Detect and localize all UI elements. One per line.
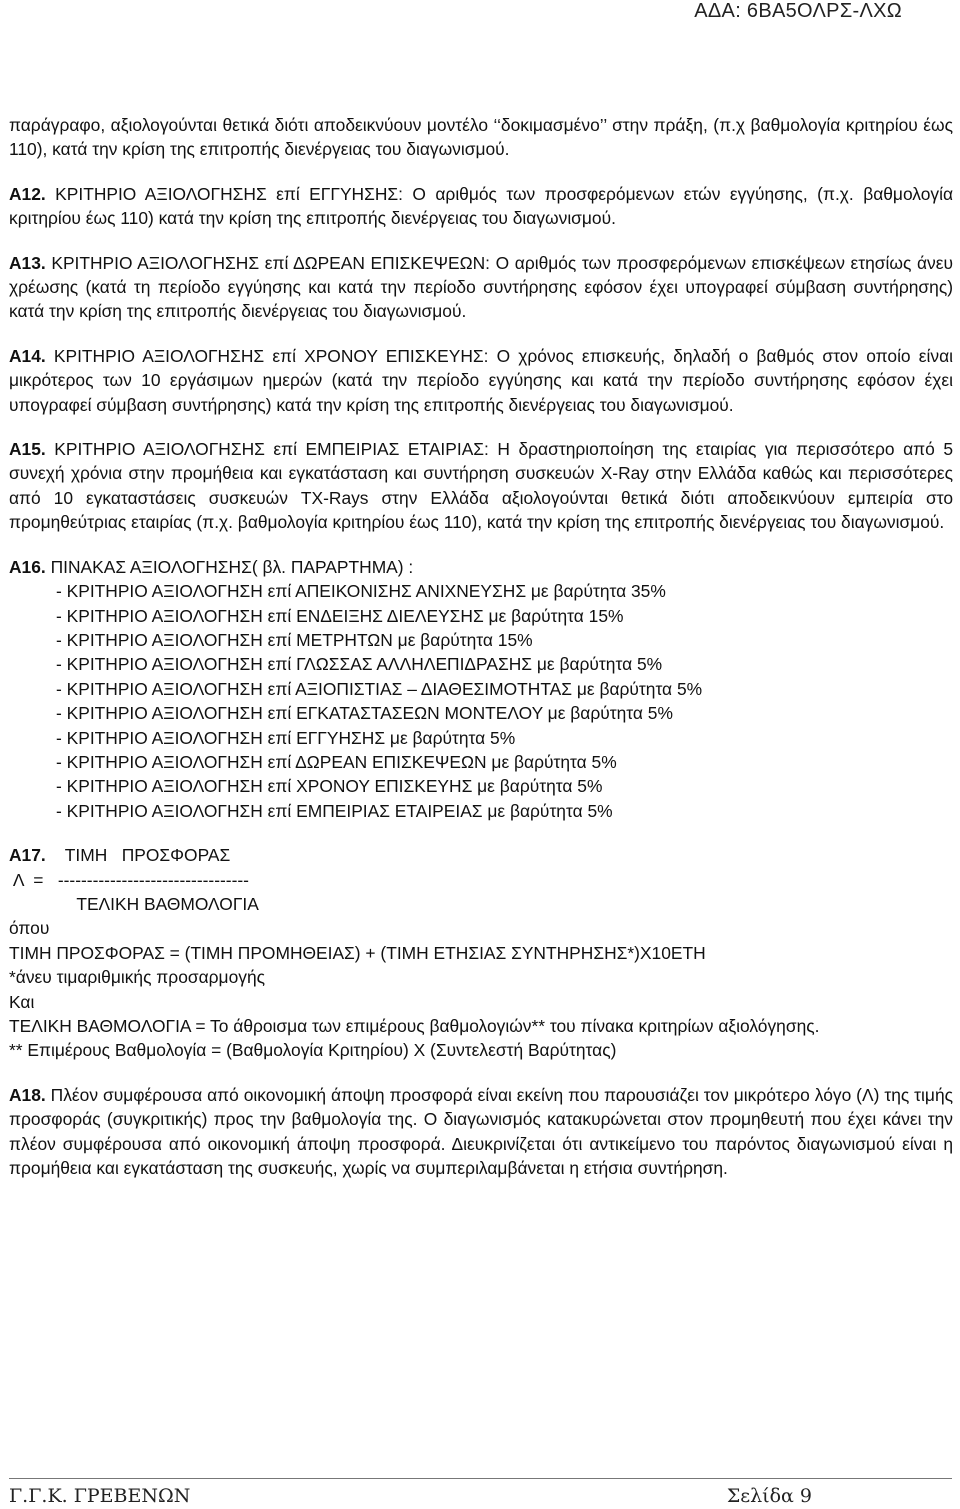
section-label: Α17.: [9, 845, 46, 866]
list-item: - ΚΡΙΤΗΡΙΟ ΑΞΙΟΛΟΓΗΣΗ επί ΓΛΩΣΣΑΣ ΑΛΛΗΛΕΠΙΔΡΑΣΗΣ με βαρύτητα 5%: [56, 654, 663, 675]
list-item: - ΚΡΙΤΗΡΙΟ ΑΞΙΟΛΟΓΗΣΗ επί ΕΓΚΑΤΑΣΤΑΣΕΩΝ ΜΟΝΤΕΛΟΥ με βαρύτητα 5%: [56, 703, 673, 724]
footnote-double-star: ** Επιμέρους Βαθμολογία = (Βαθμολογία Κριτηρίου) Χ (Συντελεστή Βαρύτητας): [9, 1040, 617, 1061]
section-label: Α15.: [9, 439, 46, 460]
section-a12: [9, 182, 953, 231]
section-label: Α18.: [9, 1084, 46, 1105]
document-body: [9, 113, 953, 1180]
section-a16-title: [9, 555, 953, 579]
list-item: - ΚΡΙΤΗΡΙΟ ΑΞΙΟΛΟΓΗΣΗ επί ΜΕΤΡΗΤΩΝ με βαρύτητα 15%: [56, 629, 533, 650]
criteria-list: [9, 579, 953, 823]
ada-code: ΑΔΑ: 6ΒΑ5ΟΛΡΣ-ΛΧΩ: [694, 0, 902, 22]
formula-fraction-line: Λ = ---------------------------------: [9, 869, 249, 890]
list-item: - ΚΡΙΤΗΡΙΟ ΑΞΙΟΛΟΓΗΣΗ επί ΑΞΙΟΠΙΣΤΙΑΣ – ΔΙΑΘΕΣΙΜΟΤΗΤΑΣ με βαρύτητα 5%: [56, 678, 703, 699]
footer-divider: [9, 1478, 952, 1479]
formula-numerator: ΤΙΜΗ ΠΡΟΣΦΟΡΑΣ: [45, 845, 231, 866]
section-a14: [9, 344, 953, 417]
section-a18: [9, 1083, 953, 1181]
page-number: Σελίδα 9: [726, 1485, 812, 1507]
opou-text: όπου: [9, 918, 50, 939]
section-text: Πλέον συμφέρουσα από οικονομική άποψη προσφορά είναι εκείνη που παρουσιάζει τον μικρότερο λόγο (Λ) της τιμής προσφοράς (συγκριτικής) προς την βαθμολογία της. Ο διαγωνισμός κατακυρώνεται στον προμηθευτή που έχει κάνει την πλέον συμφέρουσα από οικονομική άποψη προσφορά. Διευκρινίζεται ότι αντικείμενο του παρόντος διαγωνισμού είναι η προμήθεια και εγκατάσταση της συσκευής, χωρίς να συμπεριλαμβάνεται η ετήσια συντήρηση.: [9, 1084, 953, 1179]
kai-text: Και: [9, 991, 35, 1012]
final-score-definition: ΤΕΛΙΚΗ ΒΑΘΜΟΛΟΓΙΑ = Το άθροισμα των επιμέρους βαθμολογιών** του πίνακα κριτηρίων αξιολόγησης.: [9, 1016, 820, 1036]
section-text: ΚΡΙΤΗΡΙΟ ΑΞΙΟΛΟΓΗΣΗΣ επί ΕΜΠΕΙΡΙΑΣ ΕΤΑΙΡΙΑΣ: Η δραστηριοποίηση της εταιρίας για περισσότερο από 5 συνεχή χρόνια στην προμήθεια και εγκατάσταση και συντήρηση συσκευών X-Ray στην Ελλάδα καθώς και περισσότερες από 10 εγκαταστάσεις συσκευών TX-Rays στην Ελλάδα αξιολογούνται θετικά διότι αποδεικνύουν εμπειρία στο προμηθεύτριας εταιρίας (π.χ. βαθμολογία κριτηρίου έως 110), κατά την κρίση της επιτροπής διενέργειας του διαγωνισμού.: [9, 439, 953, 533]
footer-organization: Γ.Γ.Κ. ΓΡΕΒΕΝΩΝ: [9, 1485, 191, 1507]
price-definition: ΤΙΜΗ ΠΡΟΣΦΟΡΑΣ = (ΤΙΜΗ ΠΡΟΜΗΘΕΙΑΣ) + (ΤΙΜΗ ΕΤΗΣΙΑΣ ΣΥΝΤΗΡΗΣΗΣ*)Χ10ΕΤΗ: [9, 942, 706, 963]
formula-numerator-row: [9, 843, 953, 867]
section-label: Α12.: [9, 183, 46, 204]
footnote-star: *άνευ τιμαριθμικής προσαρμογής: [9, 967, 265, 988]
section-text: ΚΡΙΤΗΡΙΟ ΑΞΙΟΛΟΓΗΣΗΣ επί ΧΡΟΝΟΥ ΕΠΙΣΚΕΥΗΣ: Ο χρόνος επισκευής, δηλαδή ο βαθμός στον οποίο είναι μικρότερος των 10 εργάσιμων ημερών (κατά την περίοδο εγγύησης και κατά την περίοδο συντήρησης εφόσον έχει υπογραφεί σύμβαση συντήρησης) κατά την κρίση της επιτροπής διενέργειας του διαγωνισμού.: [9, 345, 953, 415]
list-item: - ΚΡΙΤΗΡΙΟ ΑΞΙΟΛΟΓΗΣΗ επί ΧΡΟΝΟΥ ΕΠΙΣΚΕΥΗΣ με βαρύτητα 5%: [56, 776, 603, 797]
section-label: Α14.: [9, 345, 46, 366]
section-label: Α13.: [9, 252, 46, 273]
list-item: - ΚΡΙΤΗΡΙΟ ΑΞΙΟΛΟΓΗΣΗ επί ΕΜΠΕΙΡΙΑΣ ΕΤΑΙΡΕΙΑΣ με βαρύτητα 5%: [56, 800, 613, 821]
list-item: - ΚΡΙΤΗΡΙΟ ΑΞΙΟΛΟΓΗΣΗ επί ΑΠΕΙΚΟΝΙΣΗΣ ΑΝΙΧΝΕΥΣΗΣ με βαρύτητα 35%: [56, 581, 666, 602]
section-text: ΠΙΝΑΚΑΣ ΑΞΙΟΛΟΓΗΣΗΣ( βλ. ΠΑΡΑΡΤΗΜΑ) :: [45, 556, 414, 577]
formula-denominator: ΤΕΛΙΚΗ ΒΑΘΜΟΛΟΓΙΑ: [9, 893, 259, 914]
section-text: ΚΡΙΤΗΡΙΟ ΑΞΙΟΛΟΓΗΣΗΣ επί ΕΓΓΥΗΣΗΣ: Ο αριθμός των προσφερόμενων ετών εγγύησης, (π.χ. βαθμολογία κριτηρίου έως 110) κατά την κρίση της επιτροπής διενέργειας του διαγωνισμού.: [9, 183, 953, 229]
section-a15: [9, 437, 953, 535]
section-a17: [9, 843, 953, 1063]
continuation-paragraph: παράγραφο, αξιολογούνται θετικά διότι αποδεικνύουν μοντέλο ‘‘δοκιμασμένο’’ στην πράξη, (π.χ βαθμολογία κριτηρίου έως 110), κατά την κρίση της επιτροπής διενέργειας του διαγωνισμού.: [9, 115, 953, 160]
section-text: ΚΡΙΤΗΡΙΟ ΑΞΙΟΛΟΓΗΣΗΣ επί ΔΩΡΕΑΝ ΕΠΙΣΚΕΨΕΩΝ: Ο αριθμός των προσφερόμενων επισκέψεων ετησίως άνευ χρέωσης (κατά τη περίοδο εγγύησης και κατά την περίοδο συντήρησης εφόσον έχει υπογραφεί σύμβαση συντήρησης) κατά την κρίση της επιτροπής διενέργειας του διαγωνισμού.: [9, 252, 953, 322]
list-item: - ΚΡΙΤΗΡΙΟ ΑΞΙΟΛΟΓΗΣΗ επί ΕΓΓΥΗΣΗΣ με βαρύτητα 5%: [56, 727, 516, 748]
section-a13: [9, 251, 953, 324]
list-item: - ΚΡΙΤΗΡΙΟ ΑΞΙΟΛΟΓΗΣΗ επί ΕΝΔΕΙΞΗΣ ΔΙΕΛΕΥΣΗΣ με βαρύτητα 15%: [56, 605, 624, 626]
list-item: - ΚΡΙΤΗΡΙΟ ΑΞΙΟΛΟΓΗΣΗ επί ΔΩΡΕΑΝ ΕΠΙΣΚΕΨΕΩΝ με βαρύτητα 5%: [56, 751, 617, 772]
section-label: Α16.: [9, 556, 46, 577]
